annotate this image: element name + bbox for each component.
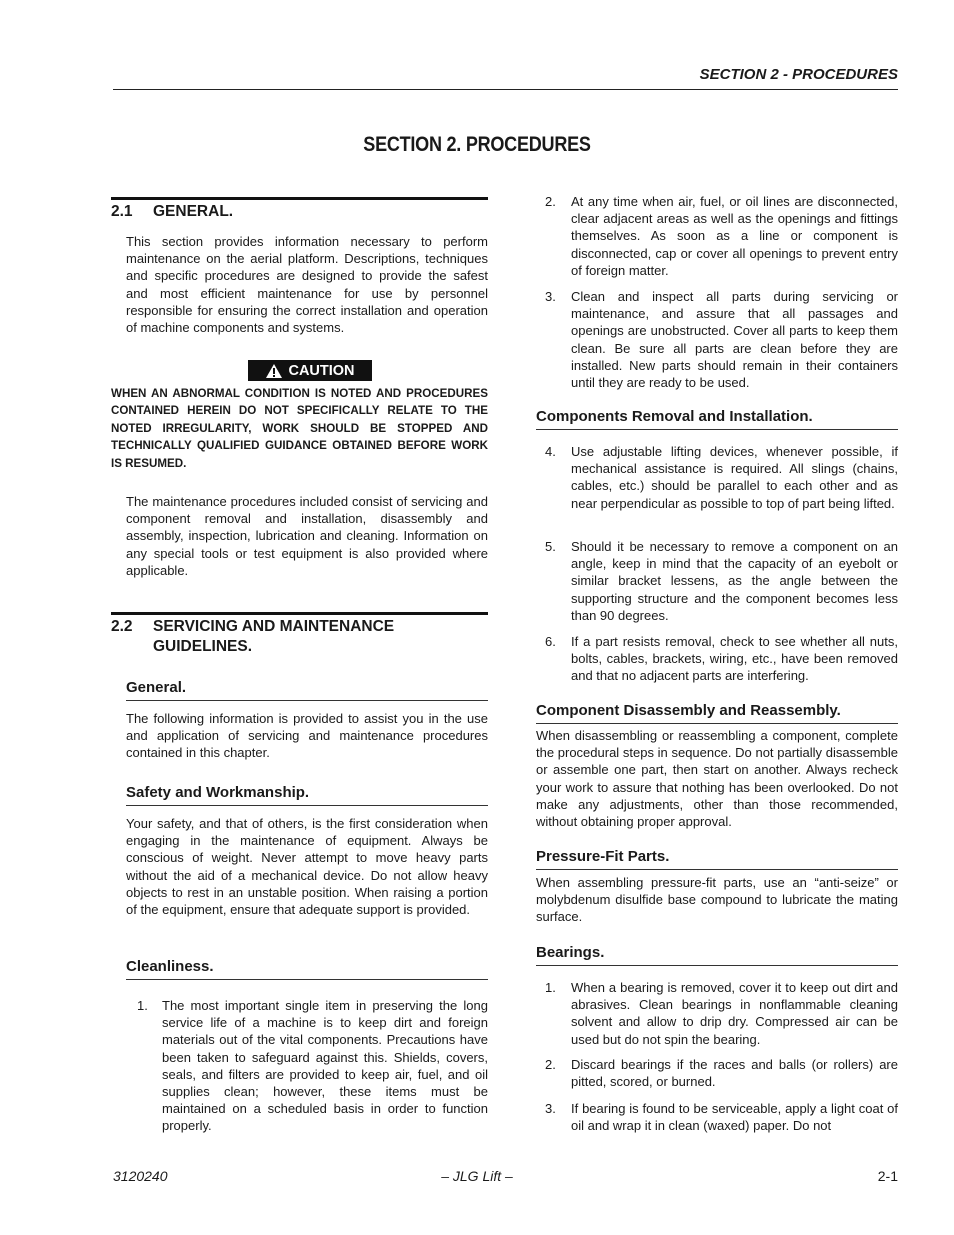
header-section-label: SECTION 2 - PROCEDURES xyxy=(699,66,898,83)
list-item xyxy=(545,443,898,512)
caution-label: CAUTION xyxy=(288,362,355,379)
section-title: GENERAL. xyxy=(153,203,234,220)
list-item xyxy=(545,288,898,391)
running-header xyxy=(113,64,898,90)
list-item xyxy=(545,633,898,685)
section-heading-2-2 xyxy=(111,617,488,657)
list-number: 2. xyxy=(545,1057,556,1072)
list-text: Discard bearings if the races and balls (or rollers) are pitted, scored, or burned. xyxy=(571,1057,898,1090)
safety-paragraph: Your safety, and that of others, is the first consideration when engaging in the maintenance of equipment. Always be conscious of weight. Never attempt to move heavy parts without the aid of a mechanical device. Do not allow heavy objects to rest in an unstable position. When raising a portion of the equipment, ensure that adequate support is provided. xyxy=(126,816,488,918)
footer-doc-number: 3120240 xyxy=(113,1168,168,1184)
list-text: When a bearing is removed, cover it to keep out dirt and abrasives. Clean bearings in nonflammable cleaning solvent and allow to drip dry. Compressed air can be used but do not spin the bearing. xyxy=(571,980,898,1047)
list-text: At any time when air, fuel, or oil lines are disconnected, clear adjacent areas as well as the openings and fittings themselves. As soon as a line or component is disconnected, cap or cover all openings to prevent entry of foreign matter. xyxy=(571,194,898,278)
page-title: SECTION 2. PROCEDURES xyxy=(363,133,591,156)
footer-publisher: – JLG Lift – xyxy=(441,1168,513,1184)
subheading-pressure-fit: Pressure-Fit Parts. xyxy=(536,848,898,870)
list-number: 4. xyxy=(545,444,556,459)
section-number: 2.1 xyxy=(111,203,133,220)
general-paragraph-2: The following information is provided to assist you in the use and application of servicing and maintenance procedures contained in this chapter. xyxy=(126,711,488,761)
list-text: Should it be necessary to remove a component on an angle, keep in mind that the capacity of an eyebolt or similar bracket lessens, as the angle between the supporting structure and the component becomes less than 90 degrees. xyxy=(571,539,898,623)
list-text: The most important single item in preserving the long service life of a machine is to keep dirt and foreign materials out of the vital components. Precautions have been taken to safeguard against this. Shields, covers, seals, and filters are provided to keep air, fuel, and oil supplies clean; however, these items must be maintained on a scheduled basis in order to function properly. xyxy=(162,998,488,1134)
list-number: 5. xyxy=(545,539,556,554)
subheading-bearings: Bearings. xyxy=(536,944,898,966)
list-item xyxy=(545,538,898,624)
list-number: 3. xyxy=(545,1101,556,1116)
caution-banner xyxy=(248,360,372,381)
disassembly-paragraph: When disassembling or reassembling a component, complete the procedural steps in sequence. Do not partially disassemble or assemble one part, then start on another. Always recheck your work to assure that nothing has been overlooked. Do not make any adjustments, other than those recommended, without obtaining proper approval. xyxy=(536,728,898,830)
list-text: If bearing is found to be serviceable, apply a light coat of oil and wrap it in clean (waxed) paper. Do not xyxy=(571,1101,898,1134)
section-heading-2-1 xyxy=(111,202,233,222)
general-paragraph: This section provides information necessary to perform maintenance on the aerial platform. Descriptions, techniques and specific procedures are designed to provide the safest and most efficient maintenance for use by personnel responsible for ensuring the correct installation and operation of machine components and systems. xyxy=(126,234,488,336)
subheading-removal: Components Removal and Installation. xyxy=(536,408,898,430)
list-item xyxy=(545,193,898,279)
list-text: Use adjustable lifting devices, whenever possible, if mechanical assistance is required. All slings (chains, cables, etc.) should be parallel to each other and as near perpendicular as possible to top of part being lifted. xyxy=(571,444,898,511)
section-rule xyxy=(111,197,488,200)
warning-triangle-icon xyxy=(265,363,283,379)
list-item xyxy=(545,979,898,1048)
subheading-disassembly: Component Disassembly and Reassembly. xyxy=(536,702,898,724)
list-item xyxy=(137,997,488,1135)
footer-page-number: 2-1 xyxy=(877,1168,898,1184)
list-number: 2. xyxy=(545,194,556,209)
list-number: 6. xyxy=(545,634,556,649)
pressure-fit-paragraph: When assembling pressure-fit parts, use an “anti-seize” or molybdenum disulfide base compound to lubricate the mating surface. xyxy=(536,875,898,925)
list-number: 1. xyxy=(545,980,556,995)
section-title-line2: GUIDELINES. xyxy=(153,638,253,655)
list-number: 1. xyxy=(137,998,148,1013)
list-text: If a part resists removal, check to see whether all nuts, bolts, cables, brackets, wiring, etc., have been removed and that no adjacent parts are interfering. xyxy=(571,634,898,684)
maintenance-paragraph: The maintenance procedures included consist of servicing and component removal and installation, disassembly and assembly, inspection, lubrication and cleaning. Information on any special tools or test equipment is also provided where applicable. xyxy=(126,494,488,578)
subheading-cleanliness: Cleanliness. xyxy=(126,958,488,980)
subheading-safety: Safety and Workmanship. xyxy=(126,784,488,806)
section-rule xyxy=(111,612,488,615)
list-item xyxy=(545,1100,898,1134)
subheading-general: General. xyxy=(126,679,488,701)
list-text: Clean and inspect all parts during servicing or maintenance, and assure that all passages and openings are unobstructed. Cover all parts to keep them clean. Be sure all parts are clean before they are installed. New parts should remain in their containers until they are ready to be used. xyxy=(571,289,898,391)
caution-text: WHEN AN ABNORMAL CONDITION IS NOTED AND PROCEDURES CONTAINED HEREIN DO NOT SPECIFICALLY RELATE TO THE NOTED IRREGULARITY, WORK SHOULD BE STOPPED AND TECHNICALLY QUALIFIED GUIDANCE OBTAINED BEFORE WORK IS RESUMED. xyxy=(111,387,488,470)
list-number: 3. xyxy=(545,289,556,304)
section-number: 2.2 xyxy=(111,618,133,635)
section-title-line1: SERVICING AND MAINTENANCE xyxy=(153,618,395,635)
list-item xyxy=(545,1056,898,1090)
